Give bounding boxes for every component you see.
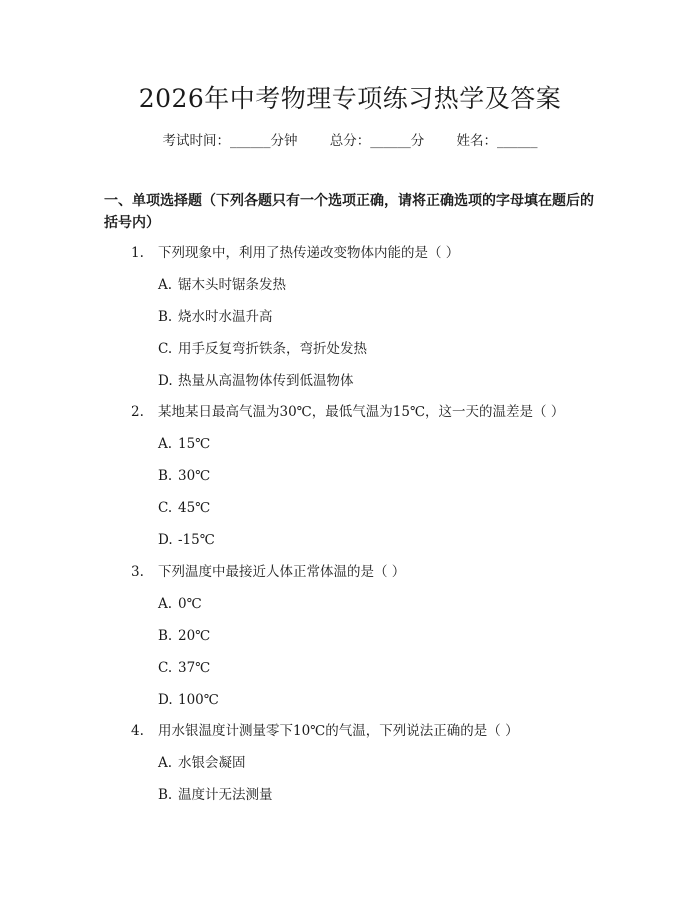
option-text: 温度计无法测量	[178, 787, 273, 803]
option-text: 热量从高温物体传到低温物体	[178, 373, 354, 389]
question-text: 用水银温度计测量零下10℃的气温，下列说法正确的是（ ）	[158, 723, 519, 739]
option-text: 15℃	[178, 436, 211, 452]
question-number: 1.	[131, 245, 144, 261]
question-text: 下列现象中，利用了热传递改变物体内能的是（ ）	[158, 245, 460, 261]
page-title: 2026年中考物理专项练习热学及答案	[138, 84, 562, 113]
question-number: 4.	[131, 723, 144, 739]
total-score-field: 总分：______分	[329, 133, 425, 149]
option-text: 20℃	[178, 628, 211, 644]
option-letter: D.	[158, 532, 173, 548]
option-letter: A.	[158, 596, 173, 612]
option-text: 水银会凝固	[178, 755, 246, 771]
option-text: 37℃	[178, 660, 211, 676]
option-letter: D.	[158, 373, 173, 389]
option-letter: D.	[158, 692, 173, 708]
option-text: 锯木头时锯条发热	[178, 277, 286, 293]
student-name-field: 姓名：______	[456, 133, 538, 149]
option-letter: B.	[158, 468, 173, 484]
question-text: 下列温度中最接近人体正常体温的是（ ）	[158, 564, 406, 580]
option-letter: B.	[158, 628, 173, 644]
option-text: 0℃	[178, 596, 202, 612]
question-number: 3.	[131, 564, 144, 580]
option-letter: A.	[158, 755, 173, 771]
exam-meta	[0, 131, 700, 151]
option-letter: A.	[158, 436, 173, 452]
option-letter: B.	[158, 309, 173, 325]
option-letter: C.	[158, 500, 173, 516]
option-text: 45℃	[178, 500, 211, 516]
option-text: -15℃	[178, 532, 215, 548]
option-text: 100℃	[178, 692, 219, 708]
exam-time-field: 考试时间：______分钟	[162, 133, 298, 149]
option-text: 烧水时水温升高	[178, 309, 273, 325]
option-letter: B.	[158, 787, 173, 803]
option-letter: C.	[158, 341, 173, 357]
question-number: 2.	[131, 404, 144, 420]
question-text: 某地某日最高气温为30℃，最低气温为15℃，这一天的温差是（ ）	[158, 404, 565, 420]
option-letter: C.	[158, 660, 173, 676]
option-text: 30℃	[178, 468, 211, 484]
option-letter: A.	[158, 277, 173, 293]
section-heading: 一、单项选择题（下列各题只有一个选项正确，请将正确选项的字母填在题后的括号内）	[104, 193, 594, 231]
option-text: 用手反复弯折铁条，弯折处发热	[178, 341, 367, 357]
